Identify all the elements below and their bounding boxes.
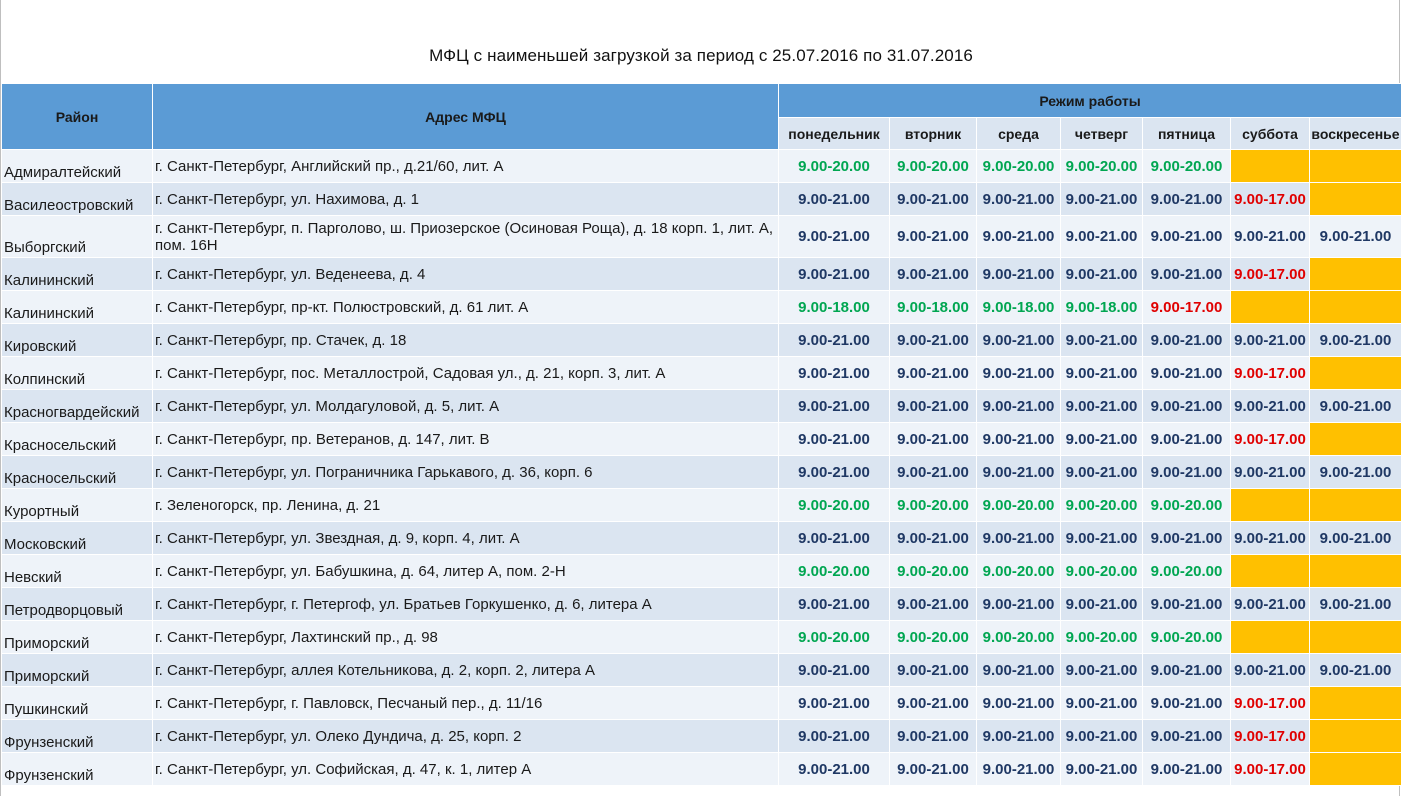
- district-cell: Пушкинский: [2, 687, 153, 720]
- hours-cell: 9.00-21.00: [1143, 720, 1231, 753]
- address-cell: г. Санкт-Петербург, ул. Олеко Дундича, д. 25, корп. 2: [153, 720, 779, 753]
- table-row: [2, 720, 1402, 753]
- table-row: [2, 390, 1402, 423]
- hours-cell: 9.00-21.00: [977, 753, 1061, 786]
- district-cell: Калининский: [2, 258, 153, 291]
- hours-cell: 9.00-21.00: [890, 423, 977, 456]
- hours-cell: 9.00-21.00: [1231, 456, 1310, 489]
- hours-cell: 9.00-21.00: [890, 324, 977, 357]
- table-row: [2, 357, 1402, 390]
- hours-cell: 9.00-21.00: [779, 357, 890, 390]
- closed-day-cell: [1231, 555, 1310, 588]
- header-day: суббота: [1231, 118, 1310, 150]
- table-row: [2, 216, 1402, 258]
- hours-cell: 9.00-21.00: [890, 654, 977, 687]
- address-cell: г. Санкт-Петербург, п. Парголово, ш. Приозерское (Осиновая Роща), д. 18 корп. 1, лит. А, пом. 16Н: [153, 216, 779, 258]
- closed-day-cell: [1310, 489, 1402, 522]
- hours-cell: 9.00-21.00: [1310, 216, 1402, 258]
- hours-cell: 9.00-17.00: [1143, 291, 1231, 324]
- hours-cell: 9.00-21.00: [890, 216, 977, 258]
- hours-cell: 9.00-21.00: [1061, 522, 1143, 555]
- hours-cell: 9.00-21.00: [1143, 522, 1231, 555]
- closed-day-cell: [1231, 291, 1310, 324]
- hours-cell: 9.00-21.00: [890, 687, 977, 720]
- hours-cell: 9.00-21.00: [1310, 522, 1402, 555]
- closed-day-cell: [1310, 621, 1402, 654]
- hours-cell: 9.00-20.00: [977, 555, 1061, 588]
- district-cell: Приморский: [2, 621, 153, 654]
- closed-day-cell: [1310, 687, 1402, 720]
- hours-cell: 9.00-21.00: [779, 324, 890, 357]
- address-cell: г. Зеленогорск, пр. Ленина, д. 21: [153, 489, 779, 522]
- hours-cell: 9.00-21.00: [779, 390, 890, 423]
- hours-cell: 9.00-21.00: [977, 687, 1061, 720]
- hours-cell: 9.00-20.00: [1143, 555, 1231, 588]
- hours-cell: 9.00-21.00: [977, 522, 1061, 555]
- hours-cell: 9.00-21.00: [779, 183, 890, 216]
- hours-cell: 9.00-20.00: [977, 489, 1061, 522]
- address-cell: г. Санкт-Петербург, ул. Звездная, д. 9, корп. 4, лит. А: [153, 522, 779, 555]
- district-cell: Выборгский: [2, 216, 153, 258]
- hours-cell: 9.00-21.00: [1143, 753, 1231, 786]
- hours-cell: 9.00-21.00: [1143, 456, 1231, 489]
- hours-cell: 9.00-21.00: [1231, 216, 1310, 258]
- hours-cell: 9.00-20.00: [779, 555, 890, 588]
- table-row: [2, 522, 1402, 555]
- address-cell: г. Санкт-Петербург, аллея Котельникова, д. 2, корп. 2, литера А: [153, 654, 779, 687]
- address-cell: г. Санкт-Петербург, г. Павловск, Песчаный пер., д. 11/16: [153, 687, 779, 720]
- district-cell: Курортный: [2, 489, 153, 522]
- hours-cell: 9.00-20.00: [779, 621, 890, 654]
- hours-cell: 9.00-20.00: [1143, 489, 1231, 522]
- district-cell: Красногвардейский: [2, 390, 153, 423]
- address-cell: г. Санкт-Петербург, ул. Веденеева, д. 4: [153, 258, 779, 291]
- closed-day-cell: [1310, 423, 1402, 456]
- district-cell: Колпинский: [2, 357, 153, 390]
- closed-day-cell: [1310, 555, 1402, 588]
- district-cell: Адмиралтейский: [2, 150, 153, 183]
- header-day: среда: [977, 118, 1061, 150]
- hours-cell: 9.00-21.00: [779, 588, 890, 621]
- hours-cell: 9.00-21.00: [1061, 357, 1143, 390]
- hours-cell: 9.00-21.00: [1310, 456, 1402, 489]
- closed-day-cell: [1310, 720, 1402, 753]
- header-district: Район: [2, 84, 153, 150]
- hours-cell: 9.00-21.00: [1061, 687, 1143, 720]
- hours-cell: 9.00-17.00: [1231, 753, 1310, 786]
- hours-cell: 9.00-21.00: [1310, 324, 1402, 357]
- address-cell: г. Санкт-Петербург, пос. Металлострой, Садовая ул., д. 21, корп. 3, лит. А: [153, 357, 779, 390]
- hours-cell: 9.00-20.00: [977, 150, 1061, 183]
- hours-cell: 9.00-21.00: [977, 720, 1061, 753]
- header-address: Адрес МФЦ: [153, 84, 779, 150]
- hours-cell: 9.00-21.00: [779, 753, 890, 786]
- hours-cell: 9.00-21.00: [1061, 258, 1143, 291]
- hours-cell: 9.00-21.00: [1061, 183, 1143, 216]
- closed-day-cell: [1231, 621, 1310, 654]
- table-row: [2, 150, 1402, 183]
- hours-cell: 9.00-20.00: [1143, 621, 1231, 654]
- hours-cell: 9.00-21.00: [890, 183, 977, 216]
- address-cell: г. Санкт-Петербург, ул. Бабушкина, д. 64, литер А, пом. 2-Н: [153, 555, 779, 588]
- hours-cell: 9.00-21.00: [890, 753, 977, 786]
- district-cell: Приморский: [2, 654, 153, 687]
- hours-cell: 9.00-21.00: [977, 258, 1061, 291]
- header-day: четверг: [1061, 118, 1143, 150]
- hours-cell: 9.00-21.00: [1143, 423, 1231, 456]
- table-row: [2, 423, 1402, 456]
- hours-cell: 9.00-21.00: [779, 423, 890, 456]
- page-title: МФЦ с наименьшей загрузкой за период с 25.07.2016 по 31.07.2016: [429, 46, 973, 65]
- district-cell: Фрунзенский: [2, 753, 153, 786]
- hours-cell: 9.00-21.00: [890, 522, 977, 555]
- header-day: вторник: [890, 118, 977, 150]
- hours-cell: 9.00-21.00: [1143, 687, 1231, 720]
- hours-cell: 9.00-21.00: [1061, 753, 1143, 786]
- hours-cell: 9.00-21.00: [779, 216, 890, 258]
- hours-cell: 9.00-21.00: [1310, 390, 1402, 423]
- closed-day-cell: [1231, 489, 1310, 522]
- address-cell: г. Санкт-Петербург, г. Петергоф, ул. Братьев Горкушенко, д. 6, литера А: [153, 588, 779, 621]
- hours-cell: 9.00-20.00: [779, 150, 890, 183]
- hours-cell: 9.00-21.00: [779, 687, 890, 720]
- hours-cell: 9.00-20.00: [1061, 150, 1143, 183]
- hours-cell: 9.00-21.00: [890, 258, 977, 291]
- hours-cell: 9.00-20.00: [779, 489, 890, 522]
- hours-cell: 9.00-21.00: [1231, 324, 1310, 357]
- hours-cell: 9.00-21.00: [1143, 390, 1231, 423]
- hours-cell: 9.00-21.00: [1143, 216, 1231, 258]
- table-row: [2, 489, 1402, 522]
- address-cell: г. Санкт-Петербург, ул. Молдагуловой, д. 5, лит. А: [153, 390, 779, 423]
- header-schedule: Режим работы: [779, 84, 1402, 118]
- hours-cell: 9.00-21.00: [890, 390, 977, 423]
- hours-cell: 9.00-21.00: [1143, 324, 1231, 357]
- hours-cell: 9.00-21.00: [977, 183, 1061, 216]
- district-cell: Калининский: [2, 291, 153, 324]
- table-row: [2, 555, 1402, 588]
- address-cell: г. Санкт-Петербург, ул. Пограничника Гарькавого, д. 36, корп. 6: [153, 456, 779, 489]
- hours-cell: 9.00-20.00: [1143, 150, 1231, 183]
- header-day: воскресенье: [1310, 118, 1402, 150]
- table-row: [2, 588, 1402, 621]
- hours-cell: 9.00-17.00: [1231, 357, 1310, 390]
- hours-cell: 9.00-21.00: [977, 324, 1061, 357]
- address-cell: г. Санкт-Петербург, ул. Нахимова, д. 1: [153, 183, 779, 216]
- hours-cell: 9.00-21.00: [890, 720, 977, 753]
- hours-cell: 9.00-21.00: [977, 423, 1061, 456]
- hours-cell: 9.00-21.00: [1061, 456, 1143, 489]
- hours-cell: 9.00-21.00: [779, 456, 890, 489]
- hours-cell: 9.00-21.00: [779, 720, 890, 753]
- table-row: [2, 687, 1402, 720]
- table-row: [2, 456, 1402, 489]
- hours-cell: 9.00-21.00: [1061, 423, 1143, 456]
- hours-cell: 9.00-21.00: [1143, 258, 1231, 291]
- table-row: [2, 324, 1402, 357]
- hours-cell: 9.00-17.00: [1231, 183, 1310, 216]
- hours-cell: 9.00-21.00: [779, 654, 890, 687]
- table-row: [2, 654, 1402, 687]
- hours-cell: 9.00-21.00: [779, 522, 890, 555]
- address-cell: г. Санкт-Петербург, пр. Ветеранов, д. 147, лит. В: [153, 423, 779, 456]
- hours-cell: 9.00-20.00: [977, 621, 1061, 654]
- hours-cell: 9.00-17.00: [1231, 423, 1310, 456]
- table-row: [2, 753, 1402, 786]
- hours-cell: 9.00-21.00: [890, 588, 977, 621]
- hours-cell: 9.00-21.00: [977, 456, 1061, 489]
- address-cell: г. Санкт-Петербург, ул. Софийская, д. 47, к. 1, литер А: [153, 753, 779, 786]
- hours-cell: 9.00-17.00: [1231, 687, 1310, 720]
- hours-cell: 9.00-21.00: [1061, 720, 1143, 753]
- table-row: [2, 621, 1402, 654]
- table-body: [2, 150, 1402, 786]
- hours-cell: 9.00-17.00: [1231, 258, 1310, 291]
- hours-cell: 9.00-21.00: [779, 258, 890, 291]
- hours-cell: 9.00-20.00: [890, 555, 977, 588]
- hours-cell: 9.00-20.00: [890, 150, 977, 183]
- schedule-table: [1, 83, 1402, 786]
- district-cell: Фрунзенский: [2, 720, 153, 753]
- district-cell: Красносельский: [2, 456, 153, 489]
- hours-cell: 9.00-17.00: [1231, 720, 1310, 753]
- hours-cell: 9.00-21.00: [1061, 216, 1143, 258]
- hours-cell: 9.00-18.00: [977, 291, 1061, 324]
- hours-cell: 9.00-21.00: [1310, 588, 1402, 621]
- hours-cell: 9.00-21.00: [1231, 654, 1310, 687]
- hours-cell: 9.00-21.00: [1061, 654, 1143, 687]
- district-cell: Московский: [2, 522, 153, 555]
- closed-day-cell: [1310, 183, 1402, 216]
- hours-cell: 9.00-21.00: [890, 456, 977, 489]
- hours-cell: 9.00-21.00: [1310, 654, 1402, 687]
- district-cell: Василеостровский: [2, 183, 153, 216]
- address-cell: г. Санкт-Петербург, Английский пр., д.21/60, лит. А: [153, 150, 779, 183]
- district-cell: Красносельский: [2, 423, 153, 456]
- hours-cell: 9.00-21.00: [1061, 324, 1143, 357]
- district-cell: Кировский: [2, 324, 153, 357]
- closed-day-cell: [1310, 291, 1402, 324]
- hours-cell: 9.00-21.00: [977, 357, 1061, 390]
- hours-cell: 9.00-18.00: [779, 291, 890, 324]
- hours-cell: 9.00-21.00: [977, 588, 1061, 621]
- address-cell: г. Санкт-Петербург, пр-кт. Полюстровский, д. 61 лит. А: [153, 291, 779, 324]
- address-cell: г. Санкт-Петербург, Лахтинский пр., д. 98: [153, 621, 779, 654]
- header-day: понедельник: [779, 118, 890, 150]
- closed-day-cell: [1310, 357, 1402, 390]
- table-row: [2, 258, 1402, 291]
- hours-cell: 9.00-20.00: [890, 489, 977, 522]
- hours-cell: 9.00-21.00: [1143, 588, 1231, 621]
- hours-cell: 9.00-20.00: [890, 621, 977, 654]
- hours-cell: 9.00-20.00: [1061, 555, 1143, 588]
- district-cell: Петродворцовый: [2, 588, 153, 621]
- closed-day-cell: [1310, 258, 1402, 291]
- closed-day-cell: [1310, 753, 1402, 786]
- address-cell: г. Санкт-Петербург, пр. Стачек, д. 18: [153, 324, 779, 357]
- hours-cell: 9.00-21.00: [890, 357, 977, 390]
- hours-cell: 9.00-21.00: [977, 216, 1061, 258]
- hours-cell: 9.00-21.00: [1231, 588, 1310, 621]
- hours-cell: 9.00-20.00: [1061, 489, 1143, 522]
- hours-cell: 9.00-21.00: [1061, 588, 1143, 621]
- district-cell: Невский: [2, 555, 153, 588]
- hours-cell: 9.00-21.00: [977, 654, 1061, 687]
- hours-cell: 9.00-18.00: [890, 291, 977, 324]
- hours-cell: 9.00-20.00: [1061, 621, 1143, 654]
- hours-cell: 9.00-21.00: [1143, 183, 1231, 216]
- hours-cell: 9.00-21.00: [1061, 390, 1143, 423]
- header-day: пятница: [1143, 118, 1231, 150]
- hours-cell: 9.00-21.00: [1143, 357, 1231, 390]
- hours-cell: 9.00-18.00: [1061, 291, 1143, 324]
- table-row: [2, 183, 1402, 216]
- table-row: [2, 291, 1402, 324]
- hours-cell: 9.00-21.00: [1231, 390, 1310, 423]
- hours-cell: 9.00-21.00: [977, 390, 1061, 423]
- closed-day-cell: [1231, 150, 1310, 183]
- hours-cell: 9.00-21.00: [1231, 522, 1310, 555]
- hours-cell: 9.00-21.00: [1143, 654, 1231, 687]
- closed-day-cell: [1310, 150, 1402, 183]
